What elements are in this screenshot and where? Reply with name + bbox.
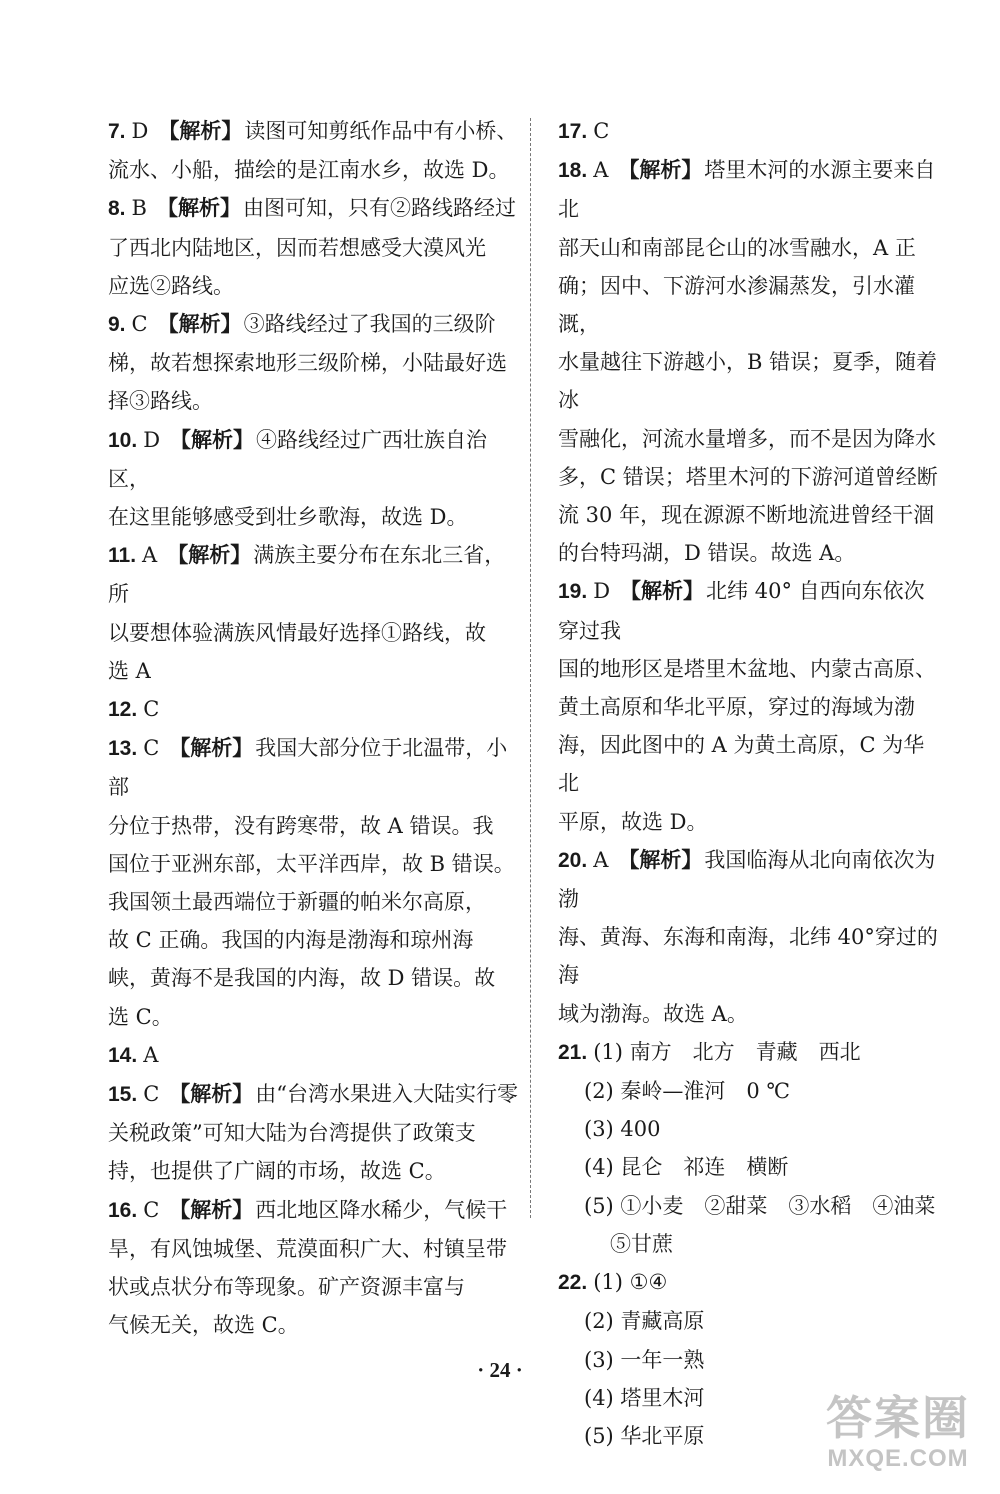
analysis-line: 的台特玛湖，D 错误。故选 A。 <box>558 541 856 566</box>
analysis-line: 国的地形区是塔里木盆地、内蒙古高原、 <box>558 656 936 681</box>
page-number: · 24 · <box>477 1358 523 1382</box>
answer-first-line <box>558 572 942 649</box>
answer-letter: C <box>143 1197 160 1222</box>
answer-first-line <box>108 189 520 228</box>
answer-letter: A <box>593 847 609 872</box>
analysis-line: 关税政策”可知大陆为台湾提供了政策支 <box>108 1121 476 1146</box>
left-column <box>108 112 520 1345</box>
analysis-tag: 【解析】 <box>158 118 243 143</box>
question-number: 11. <box>108 544 137 568</box>
fill-part: (4) 昆仑 祁连 横断 <box>584 1155 789 1180</box>
answer-letter: C <box>143 697 160 722</box>
answer-letter: B <box>131 196 147 221</box>
analysis-line: 确；因中、下游河水渗漏蒸发，引水灌溉， <box>558 273 915 337</box>
analysis-text: 由图可知，只有②路线路经过 <box>242 196 516 221</box>
analysis-line: 故 C 正确。我国的内海是渤海和琼州海 <box>108 928 474 953</box>
analysis-line: 海，因此图中的 A 为黄土高原，C 为华北 <box>558 733 925 796</box>
analysis-text: 满族主要分布在东北三省，所 <box>108 543 506 607</box>
watermark-top: 答案圈 <box>826 1391 970 1445</box>
question-number: 21. <box>558 1040 588 1064</box>
fill-part: (3) 400 <box>584 1117 661 1142</box>
answer-first-line <box>108 112 520 151</box>
analysis-line: 择③路线。 <box>108 389 213 414</box>
analysis-tag: 【解析】 <box>169 1081 254 1107</box>
question-number: 19. <box>558 580 588 604</box>
analysis-tag: 【解析】 <box>170 426 255 452</box>
analysis-line: 雪融化，河流水量增多，而不是因为降水 <box>558 426 936 451</box>
answer-first-line <box>108 305 520 344</box>
fill-part: (2) 青藏高原 <box>584 1309 705 1334</box>
answer-letter: D <box>593 579 611 604</box>
analysis-line: 选 C。 <box>108 1004 173 1029</box>
answer-letter: C <box>593 119 610 143</box>
analysis-line: 持，也提供了广阔的市场，故选 C。 <box>108 1159 446 1184</box>
answer-item <box>108 421 520 537</box>
question-number: 20. <box>558 848 588 872</box>
analysis-line: 分位于热带，没有跨寒带，故 A 错误。我 <box>108 813 494 838</box>
analysis-text: 塔里木河的水源主要来自北 <box>558 158 936 222</box>
analysis-text: ③路线经过了我国的三级阶 <box>243 312 496 337</box>
answer-item <box>108 1191 520 1345</box>
analysis-line: 黄土高原和华北平原，穿过的海域为渤 <box>558 695 915 720</box>
analysis-line: 部天山和南部昆仑山的冰雪融水，A 正 <box>558 235 916 260</box>
fill-part: (4) 塔里木河 <box>584 1385 705 1410</box>
answer-item <box>108 189 520 305</box>
answer-first-line <box>108 421 520 498</box>
analysis-line: 海、黄海、东海和南海，北纬 40°穿过的海 <box>558 925 938 988</box>
question-number: 14. <box>108 1043 138 1067</box>
answer-item <box>108 536 520 690</box>
watermark-bottom: MXQE.COM <box>827 1445 969 1472</box>
analysis-text: ④路线经过广西壮族自治区， <box>108 427 488 491</box>
column-divider <box>530 118 531 1218</box>
answer-letter: A <box>143 1042 159 1067</box>
answer-item <box>558 112 942 151</box>
analysis-tag: 【解析】 <box>167 542 252 568</box>
answer-first-line <box>108 1191 520 1230</box>
answer-first-line <box>108 1075 520 1114</box>
answer-letter: D <box>131 119 149 143</box>
answer-first-line <box>558 151 942 228</box>
answer-first-line <box>558 841 942 918</box>
answer-item <box>108 1075 520 1191</box>
answer-item <box>108 112 520 189</box>
analysis-tag: 【解析】 <box>156 195 241 221</box>
answer-first-line <box>108 536 520 613</box>
answer-item <box>558 572 942 840</box>
question-number: 15. <box>108 1083 138 1107</box>
analysis-line: 水量越往下游越小，B 错误；夏季，随着冰 <box>558 350 938 413</box>
analysis-line: 多，C 错误；塔里木河的下游河道曾经断 <box>558 464 938 489</box>
analysis-line: 流水、小船，描绘的是江南水乡，故选 D。 <box>108 158 510 183</box>
analysis-line: 应选②路线。 <box>108 273 234 298</box>
fill-first-line <box>558 1263 942 1302</box>
right-column <box>558 112 942 1455</box>
analysis-text: 读图可知剪纸作品中有小桥、 <box>244 119 518 143</box>
analysis-tag: 【解析】 <box>620 578 705 604</box>
analysis-line: 以要想体验满族风情最好选择①路线，故 <box>108 620 486 645</box>
fill-part: (5) 华北平原 <box>584 1423 705 1448</box>
analysis-text: 北纬 40° 自西向东依次穿过我 <box>558 579 925 643</box>
analysis-line: 域为渤海。故选 A。 <box>558 1001 748 1026</box>
analysis-line: 我国领土最西端位于新疆的帕米尔高原， <box>108 890 486 915</box>
answer-letter: C <box>143 736 160 761</box>
analysis-tag: 【解析】 <box>157 311 242 337</box>
answer-item <box>108 305 520 421</box>
watermark-logo <box>808 1392 988 1484</box>
analysis-line: 峡，黄海不是我国的内海，故 D 错误。故 <box>108 966 496 991</box>
fill-question <box>558 1033 942 1263</box>
analysis-text: 西北地区降水稀少，气候干 <box>255 1197 508 1222</box>
analysis-line: 气候无关，故选 C。 <box>108 1313 299 1338</box>
analysis-line: 平原，故选 D。 <box>558 809 708 834</box>
question-number: 22. <box>558 1271 588 1295</box>
analysis-tag: 【解析】 <box>169 1196 254 1222</box>
fill-part: (1) ①④ <box>593 1270 668 1295</box>
answer-item <box>558 151 942 572</box>
answer-item <box>558 841 942 1033</box>
answer-letter: C <box>131 312 148 337</box>
fill-part: (5) ①小麦 ②甜菜 ③水稻 ④油菜 <box>584 1193 936 1218</box>
analysis-tag: 【解析】 <box>169 735 254 761</box>
answer-item <box>108 729 520 1036</box>
fill-part: (3) 一年一熟 <box>584 1347 705 1372</box>
answer-first-line <box>108 1036 520 1075</box>
analysis-tag: 【解析】 <box>618 846 703 872</box>
answer-first-line <box>108 729 520 806</box>
question-number: 7. <box>108 120 126 143</box>
answer-letter: C <box>143 1082 160 1107</box>
answer-letter: A <box>593 158 609 183</box>
analysis-line: 梯，故若想探索地形三级阶梯，小陆最好选 <box>108 351 507 376</box>
question-number: 16. <box>108 1198 138 1222</box>
answer-item <box>108 690 520 729</box>
answer-letter: D <box>143 427 161 452</box>
analysis-tag: 【解析】 <box>618 157 703 183</box>
analysis-line: 在这里能够感受到壮乡歌海，故选 D。 <box>108 505 468 530</box>
answer-item <box>108 1036 520 1075</box>
fill-first-line <box>558 1033 942 1072</box>
analysis-line: 流 30 年，现在源源不断地流进曾经干涸 <box>558 503 935 528</box>
question-number: 9. <box>108 313 126 337</box>
question-number: 18. <box>558 159 588 183</box>
question-number: 10. <box>108 428 138 452</box>
fill-part-continued: ⑤甘蔗 <box>610 1231 673 1256</box>
fill-part: (1) 南方 北方 青藏 西北 <box>593 1039 861 1064</box>
answer-first-line <box>108 690 520 729</box>
analysis-line: 旱，有风蚀城堡、荒漠面积广大、村镇呈带 <box>108 1236 507 1261</box>
analysis-line: 选 A <box>108 658 151 683</box>
question-number: 8. <box>108 197 126 221</box>
analysis-text: 我国临海从北向南依次为渤 <box>558 847 936 912</box>
answer-first-line <box>558 112 942 151</box>
question-number: 13. <box>108 737 138 761</box>
answer-letter: A <box>142 543 158 568</box>
analysis-text: 由“台湾水果进入大陆实行零 <box>255 1082 519 1107</box>
analysis-line: 国位于亚洲东部，太平洋西岸，故 B 错误。 <box>108 851 515 876</box>
analysis-line: 状或点状分布等现象。矿产资源丰富与 <box>108 1275 465 1300</box>
analysis-line: 了西北内陆地区，因而若想感受大漠风光 <box>108 235 486 260</box>
question-number: 12. <box>108 698 138 722</box>
fill-part: (2) 秦岭—淮河 0 ℃ <box>584 1079 790 1104</box>
question-number: 17. <box>558 120 588 143</box>
analysis-text: 我国大部分位于北温带，小部 <box>108 736 508 800</box>
